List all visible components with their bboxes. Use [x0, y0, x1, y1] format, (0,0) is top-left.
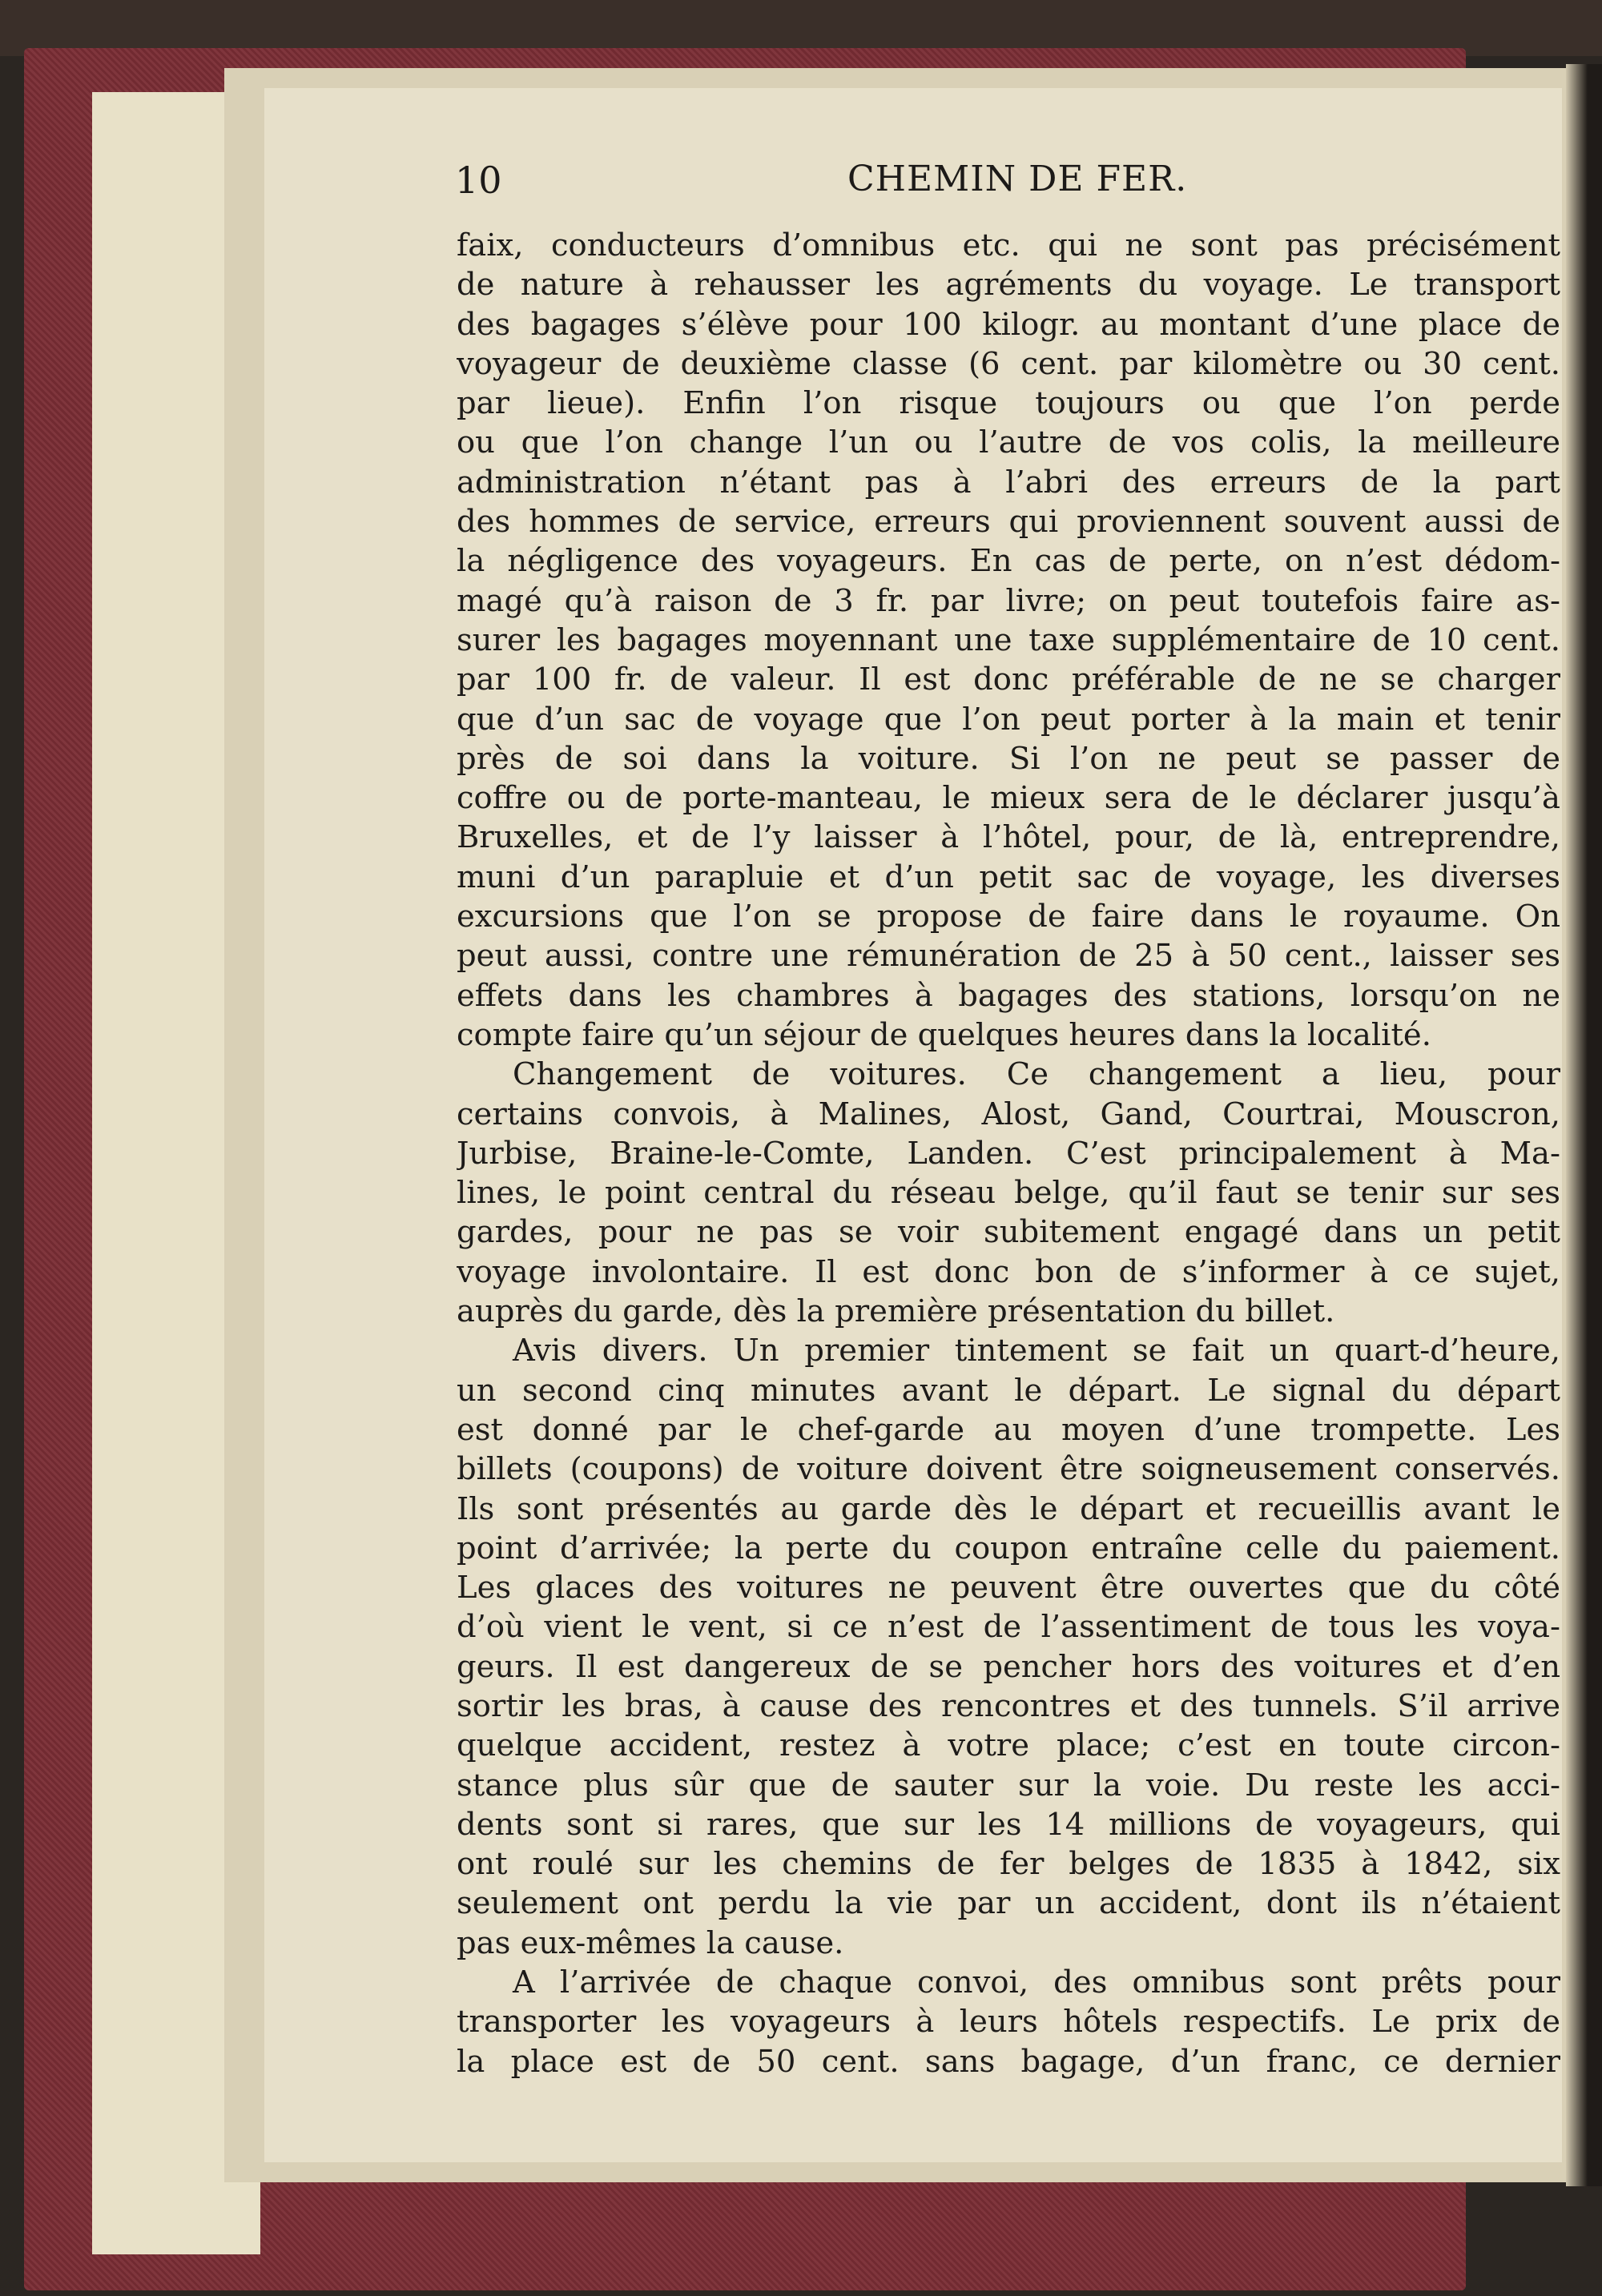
- text-line: auprès du garde, dès la première présentation du billet.: [457, 1293, 1335, 1330]
- text-line: certains convois, à Malines, Alost, Gand, Courtrai, Mouscron,: [457, 1096, 1560, 1132]
- text-line: quelque accident, restez à votre place; c’est en toute circon-: [457, 1727, 1560, 1764]
- text-line: compte faire qu’un séjour de quelques heures dans la localité.: [457, 1016, 1431, 1053]
- text-line: un second cinq minutes avant le départ. Le signal du départ: [457, 1372, 1560, 1409]
- text-line: d’où vient le vent, si ce n’est de l’assentiment de tous les voya-: [457, 1609, 1560, 1646]
- text-line: peut aussi, contre une rémunération de 25 à 50 cent., laisser ses: [457, 938, 1560, 975]
- text-line: Changement de voitures. Ce changement a lieu, pour: [513, 1056, 1560, 1093]
- text-line: près de soi dans la voiture. Si l’on ne peut se passer de: [457, 740, 1560, 777]
- text-line: administration n’étant pas à l’abri des erreurs de la part: [457, 464, 1560, 501]
- text-line: excursions que l’on se propose de faire dans le royaume. On: [457, 899, 1560, 935]
- text-line: Jurbise, Braine-le-Comte, Landen. C’est principalement à Ma-: [457, 1135, 1560, 1172]
- text-line: ou que l’on change l’un ou l’autre de vos colis, la meilleure: [457, 424, 1560, 461]
- text-line: sortir les bras, à cause des rencontres et des tunnels. S’il arrive: [457, 1687, 1560, 1724]
- text-line: des hommes de service, erreurs qui proviennent souvent aussi de: [457, 504, 1560, 541]
- text-line: voyage involontaire. Il est donc bon de s’informer à ce sujet,: [457, 1253, 1560, 1290]
- text-line: geurs. Il est dangereux de se pencher hors des voitures et d’en: [457, 1648, 1560, 1685]
- text-line: ont roulé sur les chemins de fer belges de 1835 à 1842, six: [457, 1846, 1560, 1883]
- text-line: coffre ou de porte-manteau, le mieux sera de le déclarer jusqu’à: [457, 780, 1560, 817]
- text-line: transporter les voyageurs à leurs hôtels respectifs. Le prix de: [457, 2004, 1560, 2041]
- text-line: par lieue). Enfin l’on risque toujours ou que l’on perde: [457, 385, 1560, 422]
- text-line: faix, conducteurs d’omnibus etc. qui ne sont pas précisément: [457, 227, 1560, 263]
- text-line: voyageur de deuxième classe (6 cent. par kilomètre ou 30 cent.: [457, 345, 1560, 382]
- text-line: point d’arrivée; la perte du coupon entraîne celle du paiement.: [457, 1530, 1560, 1566]
- running-header: [455, 159, 1560, 207]
- text-line: que d’un sac de voyage que l’on peut porter à la main et tenir: [457, 701, 1560, 738]
- text-line: Les glaces des voitures ne peuvent être ouvertes que du côté: [457, 1570, 1560, 1606]
- text-line: de nature à rehausser les agréments du voyage. Le transport: [457, 267, 1560, 304]
- text-line: effets dans les chambres à bagages des stations, lorsqu’on ne: [457, 977, 1560, 1014]
- text-line: la place est de 50 cent. sans bagage, d’un franc, ce dernier: [457, 2043, 1560, 2080]
- text-line: gardes, pour ne pas se voir subitement engagé dans un petit: [457, 1214, 1560, 1251]
- text-line: Bruxelles, et de l’y laisser à l’hôtel, pour, de là, entreprendre,: [457, 819, 1560, 856]
- text-line: Avis divers. Un premier tintement se fait un quart-d’heure,: [513, 1333, 1560, 1369]
- running-title: CHEMIN DE FER.: [847, 159, 1188, 199]
- text-line: par 100 fr. de valeur. Il est donc préférable de ne se charger: [457, 661, 1560, 698]
- text-line: lines, le point central du réseau belge, qu’il faut se tenir sur ses: [457, 1175, 1560, 1212]
- text-line: dents sont si rares, que sur les 14 millions de voyageurs, qui: [457, 1806, 1560, 1843]
- text-line: pas eux-mêmes la cause.: [457, 1924, 844, 1961]
- text-line: A l’arrivée de chaque convoi, des omnibus sont prêts pour: [513, 1964, 1560, 2001]
- page-gutter-shadow: [1566, 64, 1602, 2186]
- text-line: est donné par le chef-garde au moyen d’une trompette. Les: [457, 1411, 1560, 1448]
- text-line: stance plus sûr que de sauter sur la voie. Du reste les acci-: [457, 1767, 1560, 1803]
- page-number: 10: [455, 159, 502, 202]
- text-line: muni d’un parapluie et d’un petit sac de voyage, les diverses: [457, 858, 1560, 895]
- body-text: [457, 226, 1560, 2081]
- text-line: des bagages s’élève pour 100 kilogr. au montant d’une place de: [457, 306, 1560, 343]
- text-line: la négligence des voyageurs. En cas de perte, on n’est dédom-: [457, 543, 1560, 580]
- text-line: magé qu’à raison de 3 fr. par livre; on peut toutefois faire as-: [457, 582, 1560, 619]
- text-line: seulement ont perdu la vie par un accident, dont ils n’étaient: [457, 1885, 1560, 1922]
- text-line: Ils sont présentés au garde dès le départ et recueillis avant le: [457, 1490, 1560, 1527]
- text-line: billets (coupons) de voiture doivent être soigneusement conservés.: [457, 1451, 1560, 1488]
- text-line: surer les bagages moyennant une taxe supplémentaire de 10 cent.: [457, 621, 1560, 658]
